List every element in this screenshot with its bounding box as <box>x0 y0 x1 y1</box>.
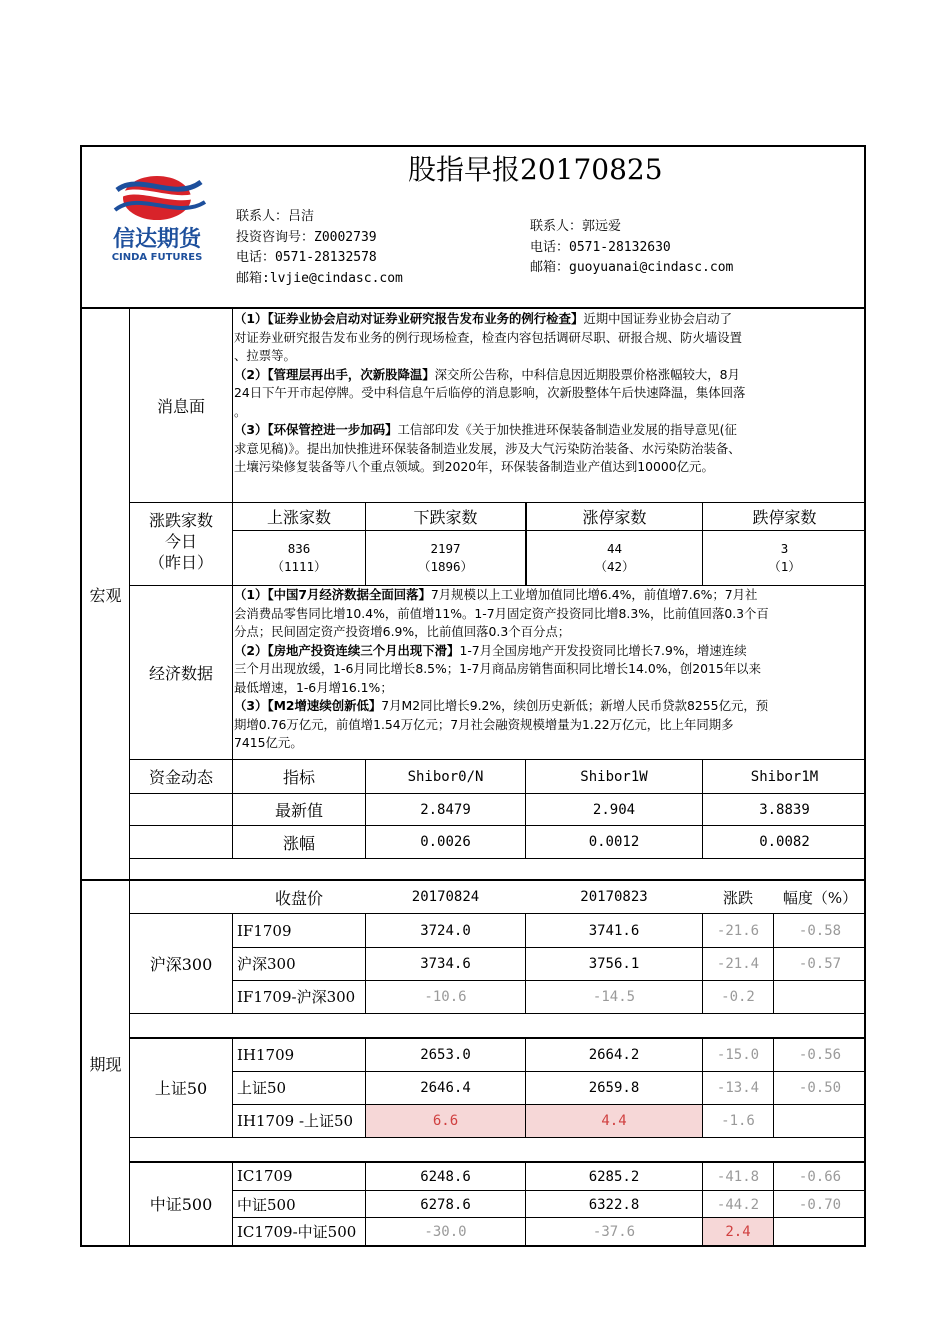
economy-line-text: 7月M2同比增长9.2%，续创历史新低；新增人民币贷款8255亿元，预 <box>381 698 769 713</box>
breadth-limit-up-yesterday: （42） <box>594 559 635 574</box>
funds-change-on: 0.0026 <box>420 834 471 850</box>
group-row-change: -13.4 <box>716 1080 760 1096</box>
news-line-heading: （2）【管理层再出手，次新股降温】 <box>234 366 435 382</box>
group-label: 中证500 <box>149 1195 213 1214</box>
economy-label: 经济数据 <box>148 664 213 683</box>
group-row-v2: 2664.2 <box>588 1047 640 1063</box>
group-row-change: -41.8 <box>716 1168 760 1185</box>
news-paragraph <box>234 310 745 477</box>
group-row-name: IH1709 <box>237 1045 295 1064</box>
breadth-down-today: 2197 <box>430 541 461 556</box>
group-row-v2: -37.6 <box>592 1223 636 1240</box>
breadth-header-limit-up: 涨停家数 <box>582 508 647 527</box>
group-row-name: IC1709-中证500 <box>237 1222 357 1241</box>
group-row-pct: -0.66 <box>798 1168 842 1185</box>
group-row-name: IF1709 <box>237 921 292 940</box>
group-row-name: IC1709 <box>237 1167 293 1185</box>
breadth-label-line1: 涨跌家数 <box>148 511 213 530</box>
contact2-name: 联系人：郭远爱 <box>530 219 622 234</box>
news-line-text: 工信部印发《关于加快推进环保装备制造业发展的指导意见(征 <box>397 422 737 437</box>
futures-label: 期现 <box>89 1054 122 1074</box>
economy-line-text: 三个月出现放缓，1-6月同比增长8.5%；1-7月商品房销售面积同比增长14.0%，创2015年以来 <box>234 661 761 676</box>
logo-text-en: CINDA FUTURES <box>111 252 203 263</box>
news-line <box>234 440 745 459</box>
group-row-name: 中证500 <box>237 1195 296 1214</box>
news-line-text: 24日下午开市起停牌。受中科信息午后临停的消息影响，次新股整体午后快速降温，集体回落 <box>234 385 746 400</box>
group-label: 沪深300 <box>149 955 213 974</box>
group-row-pct: -0.70 <box>798 1196 842 1213</box>
economy-line-heading: （1）【中国7月经济数据全面回落】 <box>234 587 431 602</box>
news-line-text: 深交所公告称，中科信息因近期股票价格涨幅较大，8月 <box>434 366 740 382</box>
funds-row-latest-label: 最新值 <box>274 801 323 820</box>
economy-line <box>234 586 769 605</box>
group-row-pct: -0.50 <box>798 1080 842 1096</box>
grid-line <box>129 858 866 859</box>
breadth-header-up: 上涨家数 <box>266 508 331 527</box>
news-line <box>234 347 745 366</box>
group-row-change: -15.0 <box>716 1047 760 1063</box>
news-line-text: 求意见稿)》。提出加快推进环保装备制造业发展，涉及大气污染防治装备、水污染防治装备、 <box>234 440 741 456</box>
economy-line-text: 1-7月全国房地产开发投资同比增长7.9%，增速连续 <box>459 642 747 658</box>
grid-line <box>129 1137 866 1138</box>
cinda-logo <box>95 170 220 265</box>
contact1-email: 邮箱:lvjie@cindasc.com <box>236 270 403 286</box>
group-row-pct: -0.58 <box>798 923 842 939</box>
contact-block-2 <box>530 217 733 279</box>
futures-header-change: 涨跌 <box>722 888 753 907</box>
group-row-v1: 6.6 <box>366 1105 525 1137</box>
economy-line-text: 期增0.76万亿元，前值增1.54万亿元；7月社会融资规模增量为1.22万亿元，比上年同期多 <box>234 716 734 732</box>
futures-header-date1: 20170824 <box>411 889 480 905</box>
group-row-v1: 2653.0 <box>420 1047 471 1063</box>
group-row-change: -0.2 <box>721 989 755 1005</box>
breadth-header-down: 下跌家数 <box>413 508 478 527</box>
group-label: 上证50 <box>154 1079 208 1098</box>
contact-block-1 <box>236 207 403 289</box>
news-label: 消息面 <box>156 397 205 416</box>
group-row-v2: 3756.1 <box>588 956 640 972</box>
group-row-change: -44.2 <box>716 1196 760 1213</box>
group-row-pct <box>774 981 866 1013</box>
page-title: 股指早报20170825 <box>408 153 663 186</box>
logo-text-cn: 信达期货 <box>112 227 202 252</box>
economy-line-text: 最低增速，1-6月增16.1%； <box>234 679 393 695</box>
group-row-v1: 6248.6 <box>420 1168 471 1185</box>
news-line <box>234 329 745 348</box>
economy-line-text: 7415亿元。 <box>234 735 303 750</box>
breadth-limit-down-today: 3 <box>780 541 789 556</box>
group-row-v1: 6278.6 <box>420 1196 471 1213</box>
futures-header-pct: 幅度（%） <box>782 888 858 907</box>
group-row-change: -21.4 <box>716 956 760 972</box>
grid-line <box>129 1038 866 1039</box>
group-row-v1: 3734.6 <box>420 956 471 972</box>
news-line <box>234 310 745 329</box>
futures-header-date2: 20170823 <box>580 889 648 905</box>
news-line-text: 土壤污染修复装备等八个重点领域。到2020年，环保装备制造业产值达到10000亿元。 <box>234 459 714 474</box>
economy-line <box>234 605 769 624</box>
group-row-pct: -0.57 <box>798 956 842 972</box>
funds-row-change-label: 涨幅 <box>282 833 315 853</box>
group-row-v1: -30.0 <box>424 1223 467 1240</box>
group-row-v2: 2659.8 <box>588 1080 640 1096</box>
grid-line <box>129 1013 866 1014</box>
economy-line-heading: （2）【房地产投资连续三个月出现下滑】 <box>234 642 460 658</box>
economy-line <box>234 697 769 716</box>
news-line <box>234 421 745 440</box>
funds-label: 资金动态 <box>148 768 213 787</box>
funds-change-1w: 0.0012 <box>588 834 640 850</box>
breadth-limit-up-today: 44 <box>606 541 623 556</box>
group-row-v1: -10.6 <box>424 989 467 1005</box>
news-line <box>234 366 745 385</box>
contact1-phone: 电话：0571-28132578 <box>236 250 377 265</box>
economy-line-text: 分点；民间固定资产投资增6.9%，比前值回落0.3个百分点； <box>234 624 571 639</box>
group-row-name: IF1709-沪深300 <box>237 988 356 1006</box>
contact1-license: 投资咨询号：Z0002739 <box>236 229 377 245</box>
contact1-name: 联系人：吕洁 <box>236 209 315 224</box>
grid-line <box>129 1162 866 1163</box>
news-line-text: 。 <box>234 403 247 419</box>
group-row-pct: -0.56 <box>798 1047 842 1063</box>
group-row-v1: 3724.0 <box>420 923 471 939</box>
news-line <box>234 458 745 477</box>
macro-label: 宏观 <box>89 585 122 605</box>
breadth-label-line2: 今日 <box>164 532 197 551</box>
contact2-email: 邮箱：guoyuanai@cindasc.com <box>530 260 734 275</box>
breadth-down-yesterday: （1896） <box>417 559 474 574</box>
group-row-v2: 3741.6 <box>588 923 640 939</box>
breadth-up-today: 836 <box>287 541 311 556</box>
funds-header-on: Shibor0/N <box>407 768 484 785</box>
economy-line-text: 会消费品零售同比增10.4%，前值增11%。1-7月固定资产投资同比增8.3%，比前值回落0.3个百 <box>234 605 769 621</box>
grid-line <box>232 530 866 531</box>
news-line <box>234 403 745 422</box>
group-row-v2: 6285.2 <box>588 1168 640 1185</box>
economy-line <box>234 660 769 679</box>
group-row-v2: 4.4 <box>526 1105 702 1137</box>
group-row-pct <box>774 1218 866 1245</box>
funds-change-1m: 0.0082 <box>759 834 810 850</box>
economy-paragraph <box>234 586 769 753</box>
group-row-v2: 6322.8 <box>588 1196 640 1213</box>
news-line-text: 近期中国证券业协会启动了 <box>583 311 733 326</box>
group-row-name: IH1709 -上证50 <box>237 1112 354 1130</box>
news-line-heading: （1）【证券业协会启动对证券业研究报告发布业务的例行检查】 <box>234 311 584 326</box>
group-row-v1: 2646.4 <box>420 1080 471 1096</box>
breadth-limit-down-values <box>703 540 866 576</box>
funds-header-1m: Shibor1M <box>750 768 819 785</box>
news-line-text: 、拉票等。 <box>234 348 296 363</box>
economy-line-text: 7月规模以上工业增加值同比增6.4%，前值增7.6%；7月社 <box>430 587 758 602</box>
funds-latest-1m: 3.8839 <box>759 801 810 818</box>
economy-line <box>234 734 769 753</box>
funds-header-1w: Shibor1W <box>580 768 648 785</box>
economy-line-heading: （3）【M2增速续创新低】 <box>234 698 382 713</box>
group-row-change: 2.4 <box>703 1218 773 1245</box>
group-row-pct <box>774 1105 866 1137</box>
news-line-heading: （3）【环保管控进一步加码】 <box>234 422 398 437</box>
breadth-limit-down-yesterday: （1） <box>768 559 801 574</box>
group-row-name: 上证50 <box>237 1079 287 1097</box>
news-line-text: 对证券业研究报告发布业务的例行现场检查，检查内容包括调研尽职、研报合规、防火墙设置 <box>234 329 743 345</box>
group-row-change: -1.6 <box>721 1113 755 1129</box>
economy-line <box>234 642 769 661</box>
breadth-header-limit-down: 跌停家数 <box>752 508 817 527</box>
funds-header-indicator: 指标 <box>282 768 315 787</box>
breadth-up-yesterday: （1111） <box>271 559 327 574</box>
economy-line <box>234 679 769 698</box>
funds-latest-on: 2.8479 <box>420 801 471 818</box>
economy-line <box>234 623 769 642</box>
grid-line <box>129 1245 866 1246</box>
group-row-name: 沪深300 <box>237 955 296 973</box>
news-line <box>234 384 745 403</box>
futures-header-close: 收盘价 <box>274 888 323 908</box>
breadth-up-values <box>233 540 365 576</box>
contact2-phone: 电话：0571-28132630 <box>530 239 671 255</box>
group-row-v2: -14.5 <box>592 989 636 1005</box>
breadth-label-line3: （昨日） <box>148 553 213 572</box>
breadth-down-values <box>366 540 525 576</box>
group-row-change: -21.6 <box>716 923 760 939</box>
funds-latest-1w: 2.904 <box>592 801 636 818</box>
breadth-limit-up-values <box>527 540 702 576</box>
economy-line <box>234 716 769 735</box>
breadth-label <box>130 510 232 573</box>
